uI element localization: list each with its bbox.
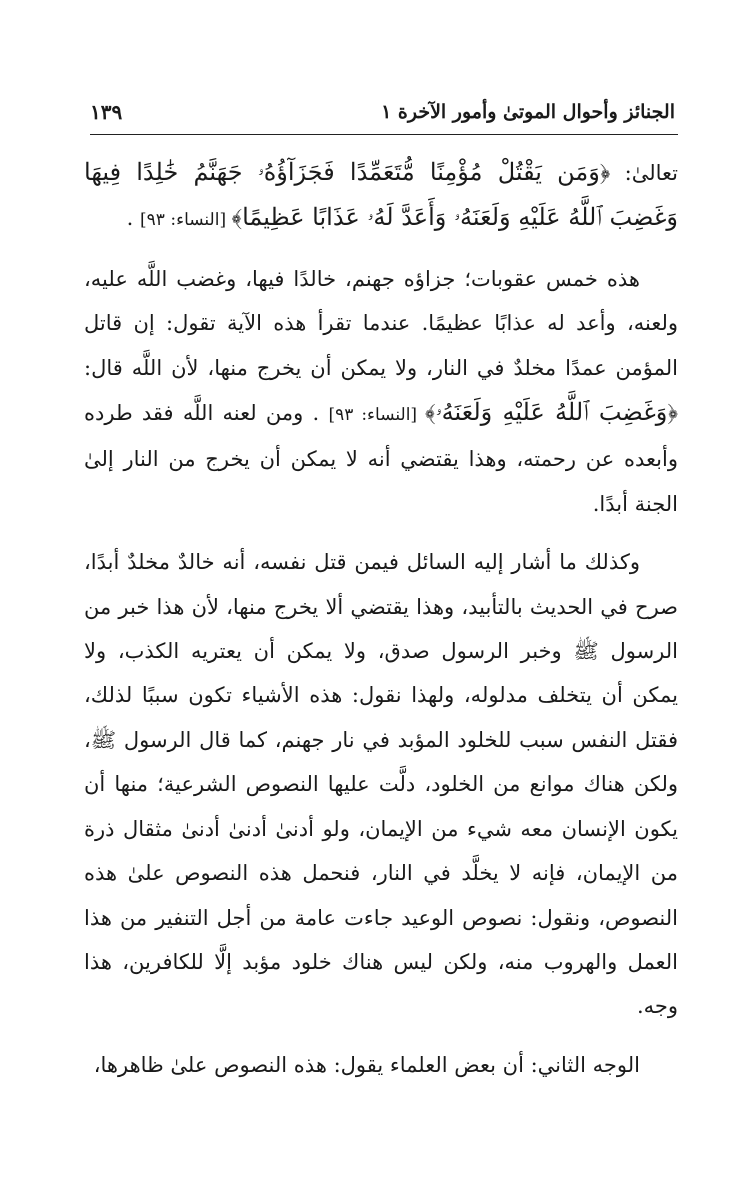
paragraph-text: وكذلك ما أشار إليه السائل فيمن قتل نفسه، أنه خالدٌ مخلدٌ أبدًا، صرح في الحديث بالتأبيد، وهذا يقتضي ألا يخرج منها، لأن هذا خبر من الرسول ﷺ وخبر الرسول صدق، ولا يمكن أن يعتريه الكذب، ولا يمكن أن يتخلف مدلوله، ولهذا نقول: هذه الأشياء تكون سببًا لذلك، فقتل النفس سبب للخلود المؤبد في نار جهنم، كما قال الرسول ﷺ، ولكن هناك موانع من الخلود، دلَّت عليها النصوص الشرعية؛ منها أن يكون الإنسان معه شيء من الإيمان، ولو أدنىٰ أدنىٰ أدنىٰ مثقال ذرة من الإيمان، فإنه لا يخلَّد في النار، فنحمل هذه النصوص علىٰ هذه النصوص، ونقول: نصوص الوعيد جاءت عامة من أجل التنفير من هذا العمل والهروب منه، ولكن ليس هناك خلود مؤبد إلَّا للكافرين، هذا وجه. xyxy=(84,550,678,1019)
paragraph-suicide xyxy=(84,540,678,1028)
paragraph-second-aspect xyxy=(84,1043,678,1087)
verse-lead: تعالىٰ: xyxy=(610,161,678,185)
running-title: الجنائز وأحوال الموتىٰ وأمور الآخرة ١ xyxy=(381,101,675,123)
page-header xyxy=(90,92,675,132)
paragraph-text: الوجه الثاني: أن بعض العلماء يقول: هذه النصوص علىٰ ظاهرها، xyxy=(93,1052,640,1077)
paragraph-text: هذه خمس عقوبات؛ جزاؤه جهنم، خالدًا فيها، وغضب اللَّه عليه، ولعنه، وأعد له عذابًا عظيمًا. عندما تقرأ هذه الآية تقول: إن قاتل المؤمن عمدًا مخلدٌ في النار، ولا يمكن أن يخرج منها، لأن اللَّه قال: xyxy=(84,266,678,380)
page-number: ١٣٩ xyxy=(90,100,123,124)
quran-verse: ﴿وَغَضِبَ ٱللَّهُ عَلَيْهِ وَلَعَنَهُۥ﴾ xyxy=(425,398,678,427)
paragraph-verse xyxy=(84,150,678,243)
verse-reference: [النساء: ٩٣] xyxy=(328,405,426,426)
paragraph-punishments xyxy=(84,257,678,526)
header-rule xyxy=(90,134,678,135)
page-body xyxy=(84,150,678,1087)
verse-reference: [النساء: ٩٣] xyxy=(140,210,232,231)
verse-tail: . xyxy=(126,206,141,231)
quran-verse: ﴿وَمَن يَقْتُلْ مُؤْمِنًا مُّتَعَمِّدًا فَجَزَآؤُهُۥ جَهَنَّمُ خَٰلِدًا فِيهَا وَغَضِبَ ٱللَّهُ عَلَيْهِ وَلَعَنَهُۥ وَأَعَدَّ لَهُۥ عَذَابًا عَظِيمًا﴾ xyxy=(84,158,678,232)
paragraph-text: . ومن لعنه اللَّه فقد طرده وأبعده عن رحمته، وهذا يقتضي أنه لا يمكن أن يخرج من النار إلىٰ الجنة أبدًا. xyxy=(84,401,678,516)
